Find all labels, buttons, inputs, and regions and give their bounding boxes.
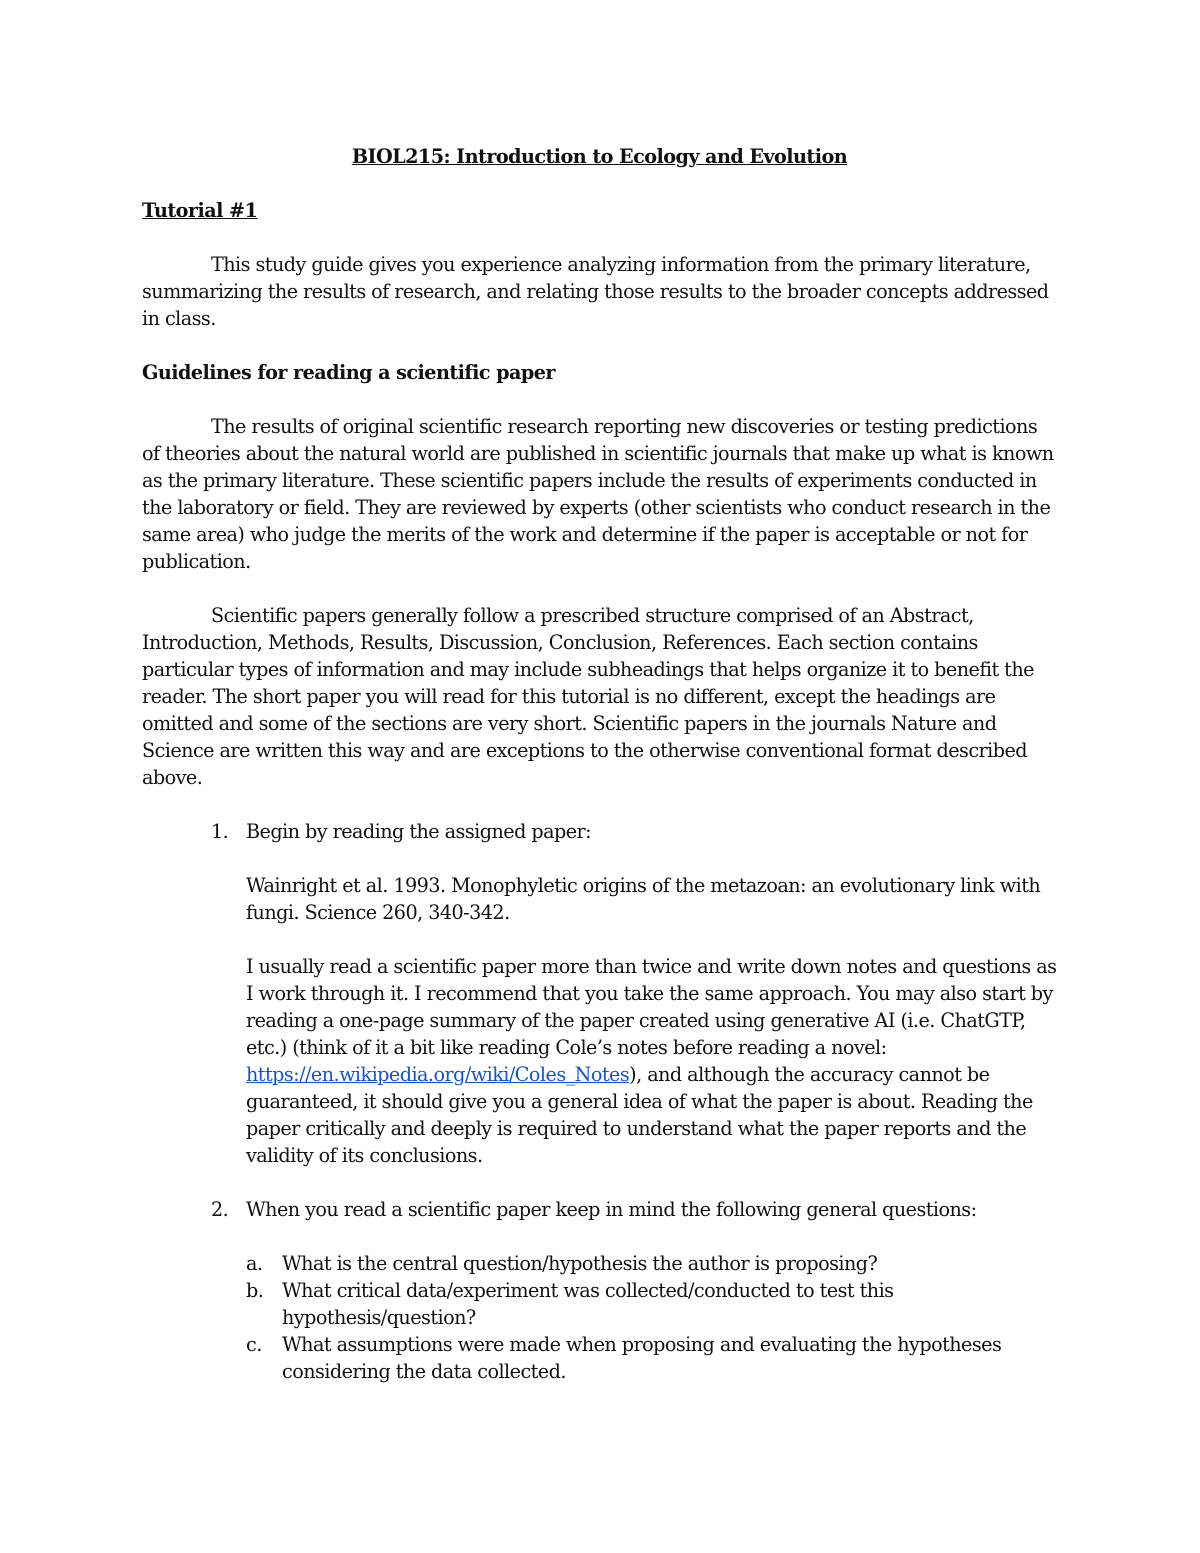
list-item-2 [142, 1196, 1057, 1223]
question-item [142, 1250, 1057, 1277]
list-number-1: 1. [211, 820, 229, 843]
coles-notes-link[interactable]: https://en.wikipedia.org/wiki/Coles_Notes [246, 1063, 630, 1086]
document-title: BIOL215: Introduction to Ecology and Evolution [351, 145, 848, 168]
question-text: What critical data/experiment was collected/conducted to test this hypothesis/question? [282, 1279, 894, 1329]
question-item [142, 1331, 1057, 1385]
question-letter: b. [246, 1279, 264, 1302]
question-text: What assumptions were made when proposing and evaluating the hypotheses considering the data collected. [282, 1333, 1002, 1383]
paragraph-paper-structure: Scientific papers generally follow a prescribed structure comprised of an Abstract, Introduction, Methods, Results, Discussion, Conclusion, References. Each section contains particular types of information and may include subheadings that helps organize it to benefit the reader. The short paper you will read for this tutorial is no different, except the headings are omitted and some of the sections are very short. Scientific papers in the journals Nature and Science are written this way and are exceptions to the otherwise conventional format described above. [142, 604, 1034, 789]
tutorial-heading: Tutorial #1 [142, 199, 258, 222]
question-text: What is the central question/hypothesis the author is proposing? [282, 1252, 878, 1275]
question-item [142, 1277, 1057, 1331]
notes-text-after-link: ), and although the accuracy cannot be guaranteed, it should give you a general idea of what the paper is about. Reading the paper critically and deeply is required to understand what the paper reports and the validity of its conclusions. [246, 1063, 1033, 1167]
notes-text-before-link: I usually read a scientific paper more than twice and write down notes and questions as I work through it. I recommend that you take the same approach. You may also start by reading a one-page summary of the paper created using generative AI (i.e. ChatGTP, etc.) (think of it a bit like reading Cole’s notes before reading a novel: [246, 955, 1057, 1059]
list-number-2: 2. [211, 1198, 229, 1221]
intro-paragraph: This study guide gives you experience analyzing information from the primary literature, summarizing the results of research, and relating those results to the broader concepts addressed in class. [142, 253, 1049, 330]
list-item-1-text: Begin by reading the assigned paper: [246, 820, 592, 843]
list-item-2-text: When you read a scientific paper keep in mind the following general questions: [246, 1198, 977, 1221]
paper-citation: Wainright et al. 1993. Monophyletic origins of the metazoan: an evolutionary link with fungi. Science 260, 340-342. [246, 874, 1041, 924]
question-letter: a. [246, 1252, 263, 1275]
question-letter: c. [246, 1333, 262, 1356]
guidelines-heading: Guidelines for reading a scientific paper [142, 361, 555, 384]
reading-notes-paragraph [142, 953, 1057, 1169]
general-questions-list [142, 1250, 1057, 1385]
list-item-1 [142, 818, 1057, 845]
paragraph-primary-literature: The results of original scientific research reporting new discoveries or testing predictions of theories about the natural world are published in scientific journals that make up what is known as the primary literature. These scientific papers include the results of experiments conducted in the laboratory or field. They are reviewed by experts (other scientists who conduct research in the same area) who judge the merits of the work and determine if the paper is acceptable or not for publication. [142, 415, 1054, 573]
document-page [142, 143, 1057, 1385]
